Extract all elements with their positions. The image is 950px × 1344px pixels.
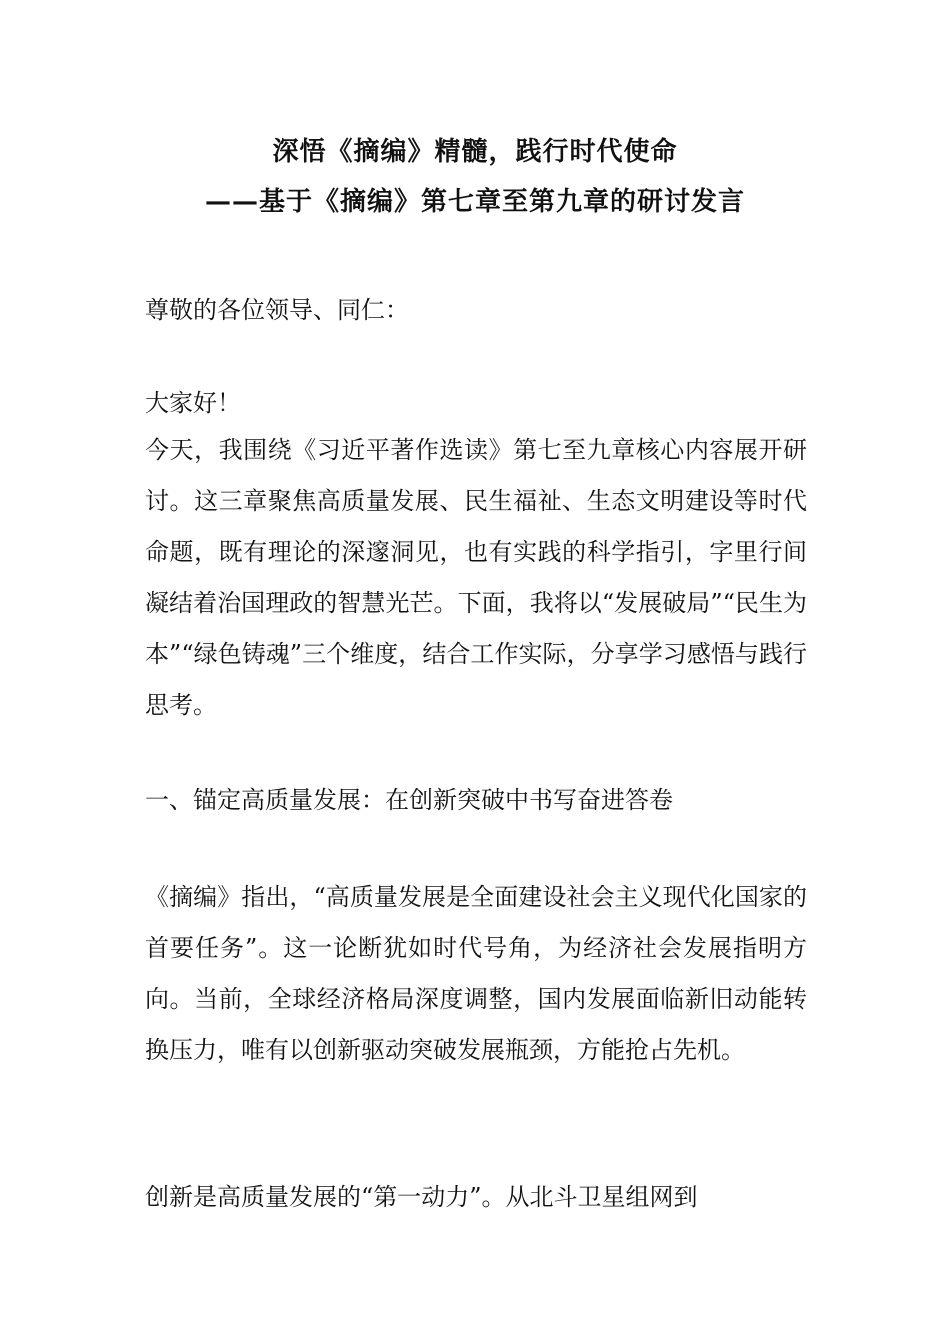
greeting: 大家好！: [145, 389, 241, 417]
intro-paragraph: 今天，我围绕《习近平著作选读》第七至九章核心内容展开研讨。这三章聚焦高质量发展、民生福祉、生态文明建设等时代命题，既有理论的深邃洞见，也有实践的科学指引，字里行间凝结着治国理政的智慧光芒。下面，我将以“发展破局”“民生为本”“绿色铸魂”三个维度，结合工作实际，分享学习感悟与践行思考。: [145, 436, 807, 719]
body-paragraph-partial: 创新是高质量发展的“第一动力”。从北斗卫星组网到: [145, 1183, 698, 1211]
body-paragraph: 《摘编》指出，“高质量发展是全面建设社会主义现代化国家的首要任务”。这一论断犹如时代号角，为经济社会发展指明方向。当前，全球经济格局深度调整，国内发展面临新旧动能转换压力，唯有以创新驱动突破发展瓶颈，方能抢占先机。: [145, 883, 807, 1064]
document-subtitle: ——基于《摘编》第七章至第九章的研讨发言: [204, 187, 745, 217]
salutation: 尊敬的各位领导、同仁：: [145, 296, 409, 324]
section-heading: 一、锚定高质量发展：在创新突破中书写奋进答卷: [145, 786, 673, 814]
document-title: 深悟《摘编》精髓，践行时代使命: [272, 137, 678, 167]
